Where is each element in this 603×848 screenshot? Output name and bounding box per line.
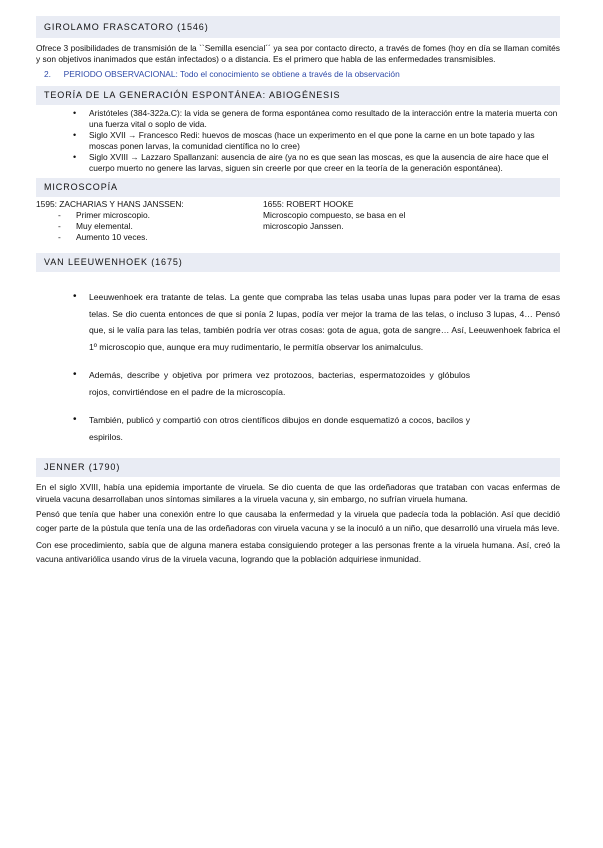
list-item: • También, publicó y compartió con otros científicos dibujos en donde esquematizó a cocos, bacilos y espirilos.: [36, 412, 560, 445]
hooke-title: 1655: ROBERT HOOKE: [263, 199, 354, 209]
list-item: - Muy elemental.: [36, 221, 263, 232]
section-heading-fracastoro: GIROLAMO FRASCATORO (1546): [36, 16, 560, 38]
abiogenesis-list: [36, 108, 560, 174]
hooke-line: Microscopio compuesto, se basa en el: [263, 210, 406, 220]
section-heading-leeuwenhoek: VAN LEEUWENHOEK (1675): [36, 253, 560, 272]
list-item: - Primer microscopio.: [36, 210, 263, 221]
janssen-title: 1595: ZACHARIAS Y HANS JANSSEN:: [36, 199, 184, 209]
section-heading-abiogenesis: TEORÍA DE LA GENERACIÓN ESPONTÁNEA: ABIOGÉNESIS: [36, 86, 560, 105]
hooke-line: microscopio Janssen.: [263, 221, 344, 231]
list-item: • Leeuwenhoek era tratante de telas. La gente que compraba las telas usaba unas lupas para poder ver la trama de esas telas. Se dio cuenta entonces de que si ponía 2 lupas, podía ver mejor la trama de las telas, o incluso 3 lupas, 4… Pensó que, si le valía para las telas, también podría ver otras cosas: gota de agua, gota de sangre… Así, Leeuwenhoek fabrica el 1º microscopio que, aunque era muy rudimentario, le permitía observar los animalculus.: [36, 289, 560, 355]
periodo-text: PERIODO OBSERVACIONAL: Todo el conocimiento se obtiene a través de la observación: [63, 69, 400, 79]
section-heading-jenner: JENNER (1790): [36, 458, 560, 477]
periodo-number: 2.: [44, 69, 51, 79]
document-page: [36, 16, 560, 566]
list-item: • Además, describe y objetiva por primera vez protozoos, bacterias, espermatozoides y glóbulos rojos, convirtiéndose en el padre de la microscopía.: [36, 367, 560, 400]
periodo-observacional-line: [36, 69, 560, 80]
section-heading-microscopia: MICROSCOPÍA: [36, 178, 560, 197]
list-item: • Siglo XVIII → Lazzaro Spallanzani: ausencia de aire (ya no es que sean las moscas, es que la ausencia de aire hace que el cuerpo muerto no genere las larvas, siguen sin creerle por que creer en la teoría de la generación espontánea).: [36, 152, 560, 174]
janssen-column: [36, 199, 263, 243]
list-item: - Aumento 10 veces.: [36, 232, 263, 243]
hooke-column: [263, 199, 553, 243]
fracastoro-paragraph: Ofrece 3 posibilidades de transmisión de la ``Semilla esencial´´ ya sea por contacto directo, a través de fomes (hoy en día se llaman comités y son objetivos inanimados que están infectados) o a distancia. Es el primero que habla de las enfermedades transmisibles.: [36, 43, 560, 64]
jenner-paragraph: Pensó que tenía que haber una conexión entre lo que causaba la enfermedad y la viruela que padecía toda la población. Así que decidió coger parte de la pústula que tenía una de las ordeñadoras con viruela vacuna y se la inoculó a un niño, que desarrolló una viruela más leve.: [36, 509, 560, 533]
jenner-body: [36, 481, 560, 566]
jenner-paragraph: Con ese procedimiento, sabía que de alguna manera estaba consiguiendo proteger a las personas frente a la viruela humana. Así, creó la vacuna antivariólica usando virus de la viruela vacuna, logrando que la población adquiriese inmunidad.: [36, 540, 560, 564]
microscopia-columns: [36, 199, 560, 243]
list-item: • Siglo XVII → Francesco Redi: huevos de moscas (hace un experimento en el que pone la carne en un bote tapado y las moscas ponen larvas, la comunidad científica no lo cree): [36, 130, 560, 152]
list-item: • Aristóteles (384-322a.C): la vida se genera de forma espontánea como resultado de la interacción entre la materia muerta con una fuerza vital o soplo de vida.: [36, 108, 560, 130]
jenner-paragraph: En el siglo XVIII, había una epidemia importante de viruela. Se dio cuenta de que las ordeñadoras que trataban con vacas enfermas de viruela vacuna desarrollaban unos síntomas similares a la viruela vacuna y, sin embargo, no sufrían viruela humana.: [36, 482, 560, 504]
leeuwenhoek-list: [36, 289, 560, 445]
